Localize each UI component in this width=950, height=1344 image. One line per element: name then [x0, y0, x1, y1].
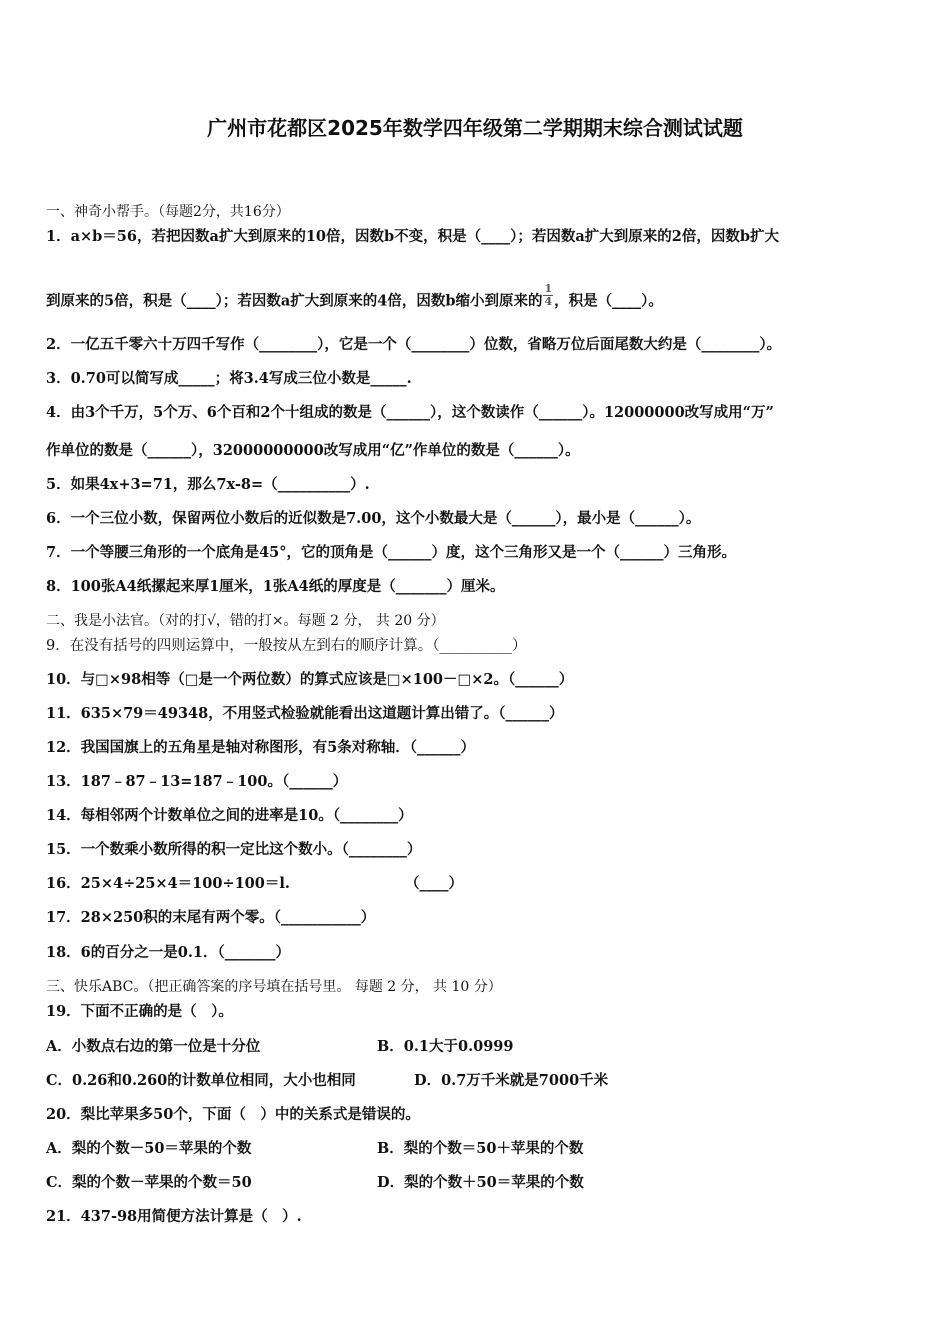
question-16-blank: （____） [405, 875, 463, 892]
question-20-option-b: B．梨的个数＝50＋苹果的个数 [377, 1140, 584, 1157]
question-20-option-c: C．梨的个数－苹果的个数＝50 [46, 1174, 252, 1191]
question-11: 11．635×79＝49348，不用竖式检验就能看出这道题计算出错了。（______） [46, 705, 564, 722]
question-20: 20．梨比苹果多50个，下面（ ）中的关系式是错误的。 [46, 1106, 420, 1123]
question-19-option-b: B．0.1大于0.0999 [377, 1038, 514, 1055]
question-19-option-d: D．0.7万千米就是7000千米 [414, 1072, 609, 1089]
question-19: 19．下面不正确的是（ ）。 [46, 1003, 233, 1020]
fraction-numerator: 1 [544, 282, 553, 295]
question-8: 8．100张A4纸摞起来厚1厘米，1张A4纸的厚度是（_______）厘米。 [46, 578, 505, 595]
question-1-text-c: ，积是（____）。 [554, 292, 663, 310]
question-20-option-a: A．梨的个数－50＝苹果的个数 [46, 1140, 252, 1157]
section-3-heading: 三、快乐ABC。（把正确答案的序号填在括号里。 每题 2 分， 共 10 分） [46, 979, 502, 995]
question-5: 5．如果4x+3=71，那么7x-8=（__________）. [46, 476, 370, 493]
question-2: 2．一亿五千零六十万四千写作（________），它是一个（________）位数，省略万位后面尾数大约是（________）。 [46, 336, 782, 353]
question-17: 17．28×250积的末尾有两个零。（___________） [46, 909, 376, 926]
question-18: 18．6的百分之一是0.1．（_______） [46, 944, 290, 961]
question-6: 6．一个三位小数，保留两位小数后的近似数是7.00，这个小数最大是（______），最小是（______）。 [46, 510, 701, 527]
question-3: 3．0.70可以简写成_____；将3.4写成三位小数是_____. [46, 370, 412, 387]
question-4-line-1: 4．由3个千万，5个万、6个百和2个十组成的数是（______），这个数读作（______）。12000000改写成用“万” [46, 404, 774, 421]
question-14: 14．每相邻两个计数单位之间的进率是10。（________） [46, 807, 413, 824]
question-1-line-1: 1．a×b＝56，若把因数a扩大到原来的10倍，因数b不变，积是（____）；若因数a扩大到原来的2倍，因数b扩大 [46, 228, 780, 245]
section-1-heading: 一、神奇小帮手。（每题2分，共16分） [46, 204, 290, 220]
section-2-heading: 二、我是小法官。（对的打√，错的打×。每题 2 分， 共 20 分） [46, 613, 445, 629]
question-1-line-2 [46, 282, 663, 314]
question-13: 13．187﹣87﹣13=187﹣100。（______） [46, 773, 348, 790]
question-9: 9．在没有括号的四则运算中，一般按从左到右的顺序计算。（__________） [46, 638, 527, 654]
fraction-one-quarter [543, 283, 553, 308]
question-19-option-c: C．0.26和0.260的计数单位相同，大小也相同 [46, 1072, 356, 1089]
question-15: 15．一个数乘小数所得的积一定比这个数小。（________） [46, 841, 422, 858]
question-20-option-d: D．梨的个数＋50＝苹果的个数 [377, 1174, 584, 1191]
question-21: 21．437-98用简便方法计算是（ ）. [46, 1208, 302, 1225]
page-title: 广州市花都区2025年数学四年级第二学期期末综合测试试题 [207, 116, 743, 140]
question-4-line-2: 作单位的数是（______），32000000000改写成用“亿”作单位的数是（______）。 [46, 442, 580, 459]
question-7: 7．一个等腰三角形的一个底角是45°，它的顶角是（______）度，这个三角形又是一个（______）三角形。 [46, 544, 737, 561]
question-19-option-a: A．小数点右边的第一位是十分位 [46, 1038, 261, 1055]
fraction-denominator: 4 [544, 295, 553, 308]
question-1-text-b: 到原来的5倍，积是（____）；若因数a扩大到原来的4倍，因数b缩小到原来的 [46, 292, 543, 310]
question-12: 12．我国国旗上的五角星是轴对称图形，有5条对称轴．（______） [46, 739, 476, 756]
question-16: 16．25×4÷25×4＝100÷100＝l. [46, 875, 290, 892]
question-10: 10．与□×98相等（□是一个两位数）的算式应该是□×100－□×2。（______） [46, 671, 574, 688]
